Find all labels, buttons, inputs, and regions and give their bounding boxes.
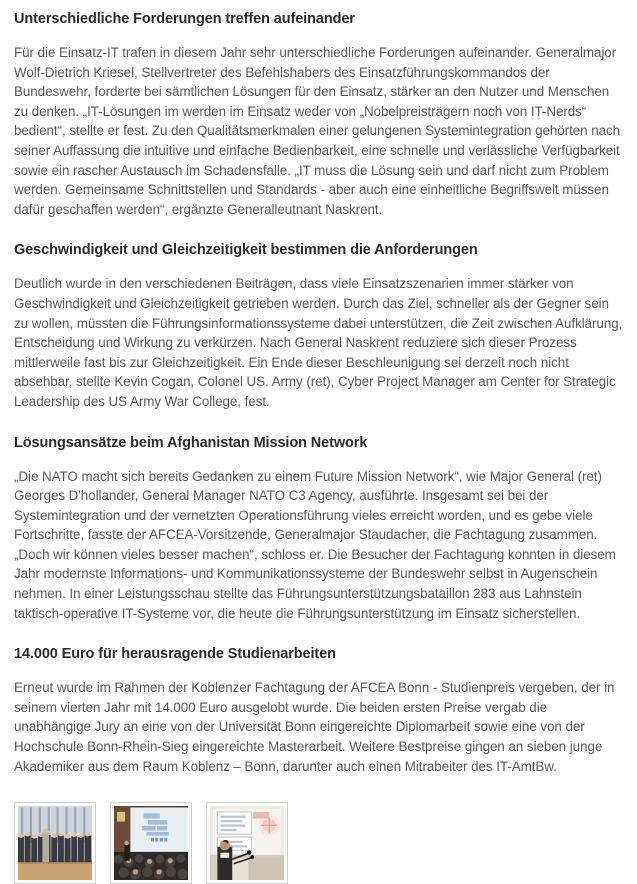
section-paragraph-3: „Die NATO macht sich bereits Gedanken zu einem Future Mission Network“, wie Major General (ret) Georges D'hollander, General Manager NATO C3 Agency, ausführte. Insgesamt sei bei der Systemintegration und der vernetzten Operationsführung vieles erreicht worden, und es gebe viele Fortschritte, fasste der AFCEA-Vorsitzende, Generalmajor Staudacher, die Fachtagung zusammen. „Doch wir können vieles besser machen“, schloss er. Die Besucher der Fachtagung konnten in diesem Jahr modernste Informations- und Kommunikationssysteme der Bundeswehr selbst in Augenschein nehmen. In einer Leistungsschau stellte das Führungsunterstützungsbataillon 283 aus Lahnstein taktisch-operative IT-Systeme vor, die heute die Führungsunterstützung im Einsatz sicherstellen. (14, 468, 616, 621)
section-heading-3: Lösungsansätze beim Afghanistan Mission Network (14, 434, 368, 451)
gallery-thumbnail-image-1 (18, 806, 92, 880)
speaker-podium-icon (210, 806, 284, 880)
gallery-thumbnail-image-3 (210, 806, 284, 880)
gallery-thumbnail-image-2 (114, 806, 188, 880)
gallery-thumbnail-3[interactable] (206, 802, 288, 884)
section-paragraph-4: Erneut wurde im Rahmen der Koblenzer Fachtagung der AFCEA Bonn - Studienpreis vergeben, der in seinem vierten Jahr mit 14.000 Euro ausgelobt wurde. Die beiden ersten Preise vergab die unabhängige Jury an eine von der Universität Bonn eingereichte Diplomarbeit sowie eine von der Hochschule Bonn-Rhein-Sieg eingereichte Masterarbeit. Weitere Bestpreise gingen an sieben junge Akademiker aus dem Raum Koblenz – Bonn, darunter auch einen Mitrabeiter des IT-AmtBw. (14, 680, 615, 774)
section-paragraph-1: Für die Einsatz-IT trafen in diesem Jahr sehr unterschiedliche Forderungen aufeinander. Generalmajor Wolf-Dietrich Kriesel, Stellvertreter des Befehlshabers des Einsatzführungskommandos der Bundeswehr, forderte bei sämtlichen Lösungen für den Einsatz, stärker an den Nutzer und Menschen zu denken. „IT-Lösungen im werden im Einsatz weder von „Nobelpreisträgern noch von IT-Nerds“ bedient“, stellte er fest. Zu den Qualitätsmerkmalen einer gelungenen Systemintegration gehörten nach seiner Auffassung die intuitive und einfache Bedienbarkeit, eine schnelle und verlässliche Verfügbarkeit sowie ein rascher Austausch im Schadensfalle. „IT muss die Lösung sein und darf nicht zum Problem werden. Gemeinsame Schnittstellen und Standards - aber auch eine einheitliche Begriffswelt müssen dafür geschaffen werden“, ergänzte Generalleutnant Naskrent. (14, 45, 621, 217)
gallery-thumbnail-1[interactable] (14, 802, 96, 884)
image-gallery (14, 802, 623, 884)
section-heading-2: Geschwindigkeit und Gleichzeitigkeit bestimmen die Anforderungen (14, 242, 478, 259)
section-heading-1: Unterschiedliche Forderungen treffen aufeinander (14, 11, 355, 27)
audience-screen-icon (114, 806, 188, 880)
group-photo-icon (18, 806, 92, 880)
section-heading-4: 14.000 Euro für herausragende Studienarbeiten (14, 646, 336, 663)
section-paragraph-2: Deutlich wurde in den verschiedenen Beiträgen, dass viele Einsatzszenarien immer stärker von Geschwindigkeit und Gleichzeitigkeit getrieben werden. Durch das Ziel, schneller als der Gegner sein zu wollen, müssten die Führungsinformationssysteme dabei unterstützen, die Zeit zwischen Aufklärung, Entscheidung und Wirkung zu verkürzen. Nach General Naskrent reduziere sich dieser Prozess mittlerweile fast bis zur Gleichzeitigkeit. Ein Ende dieser Beschleunigung sei derzeit noch nicht absehbar, stellte Kevin Cogan, Colonel US. Army (ret), Cyber Project Manager am Center for Strategic Leadership des US Army War College, fest. (14, 276, 623, 409)
gallery-thumbnail-2[interactable] (110, 802, 192, 884)
